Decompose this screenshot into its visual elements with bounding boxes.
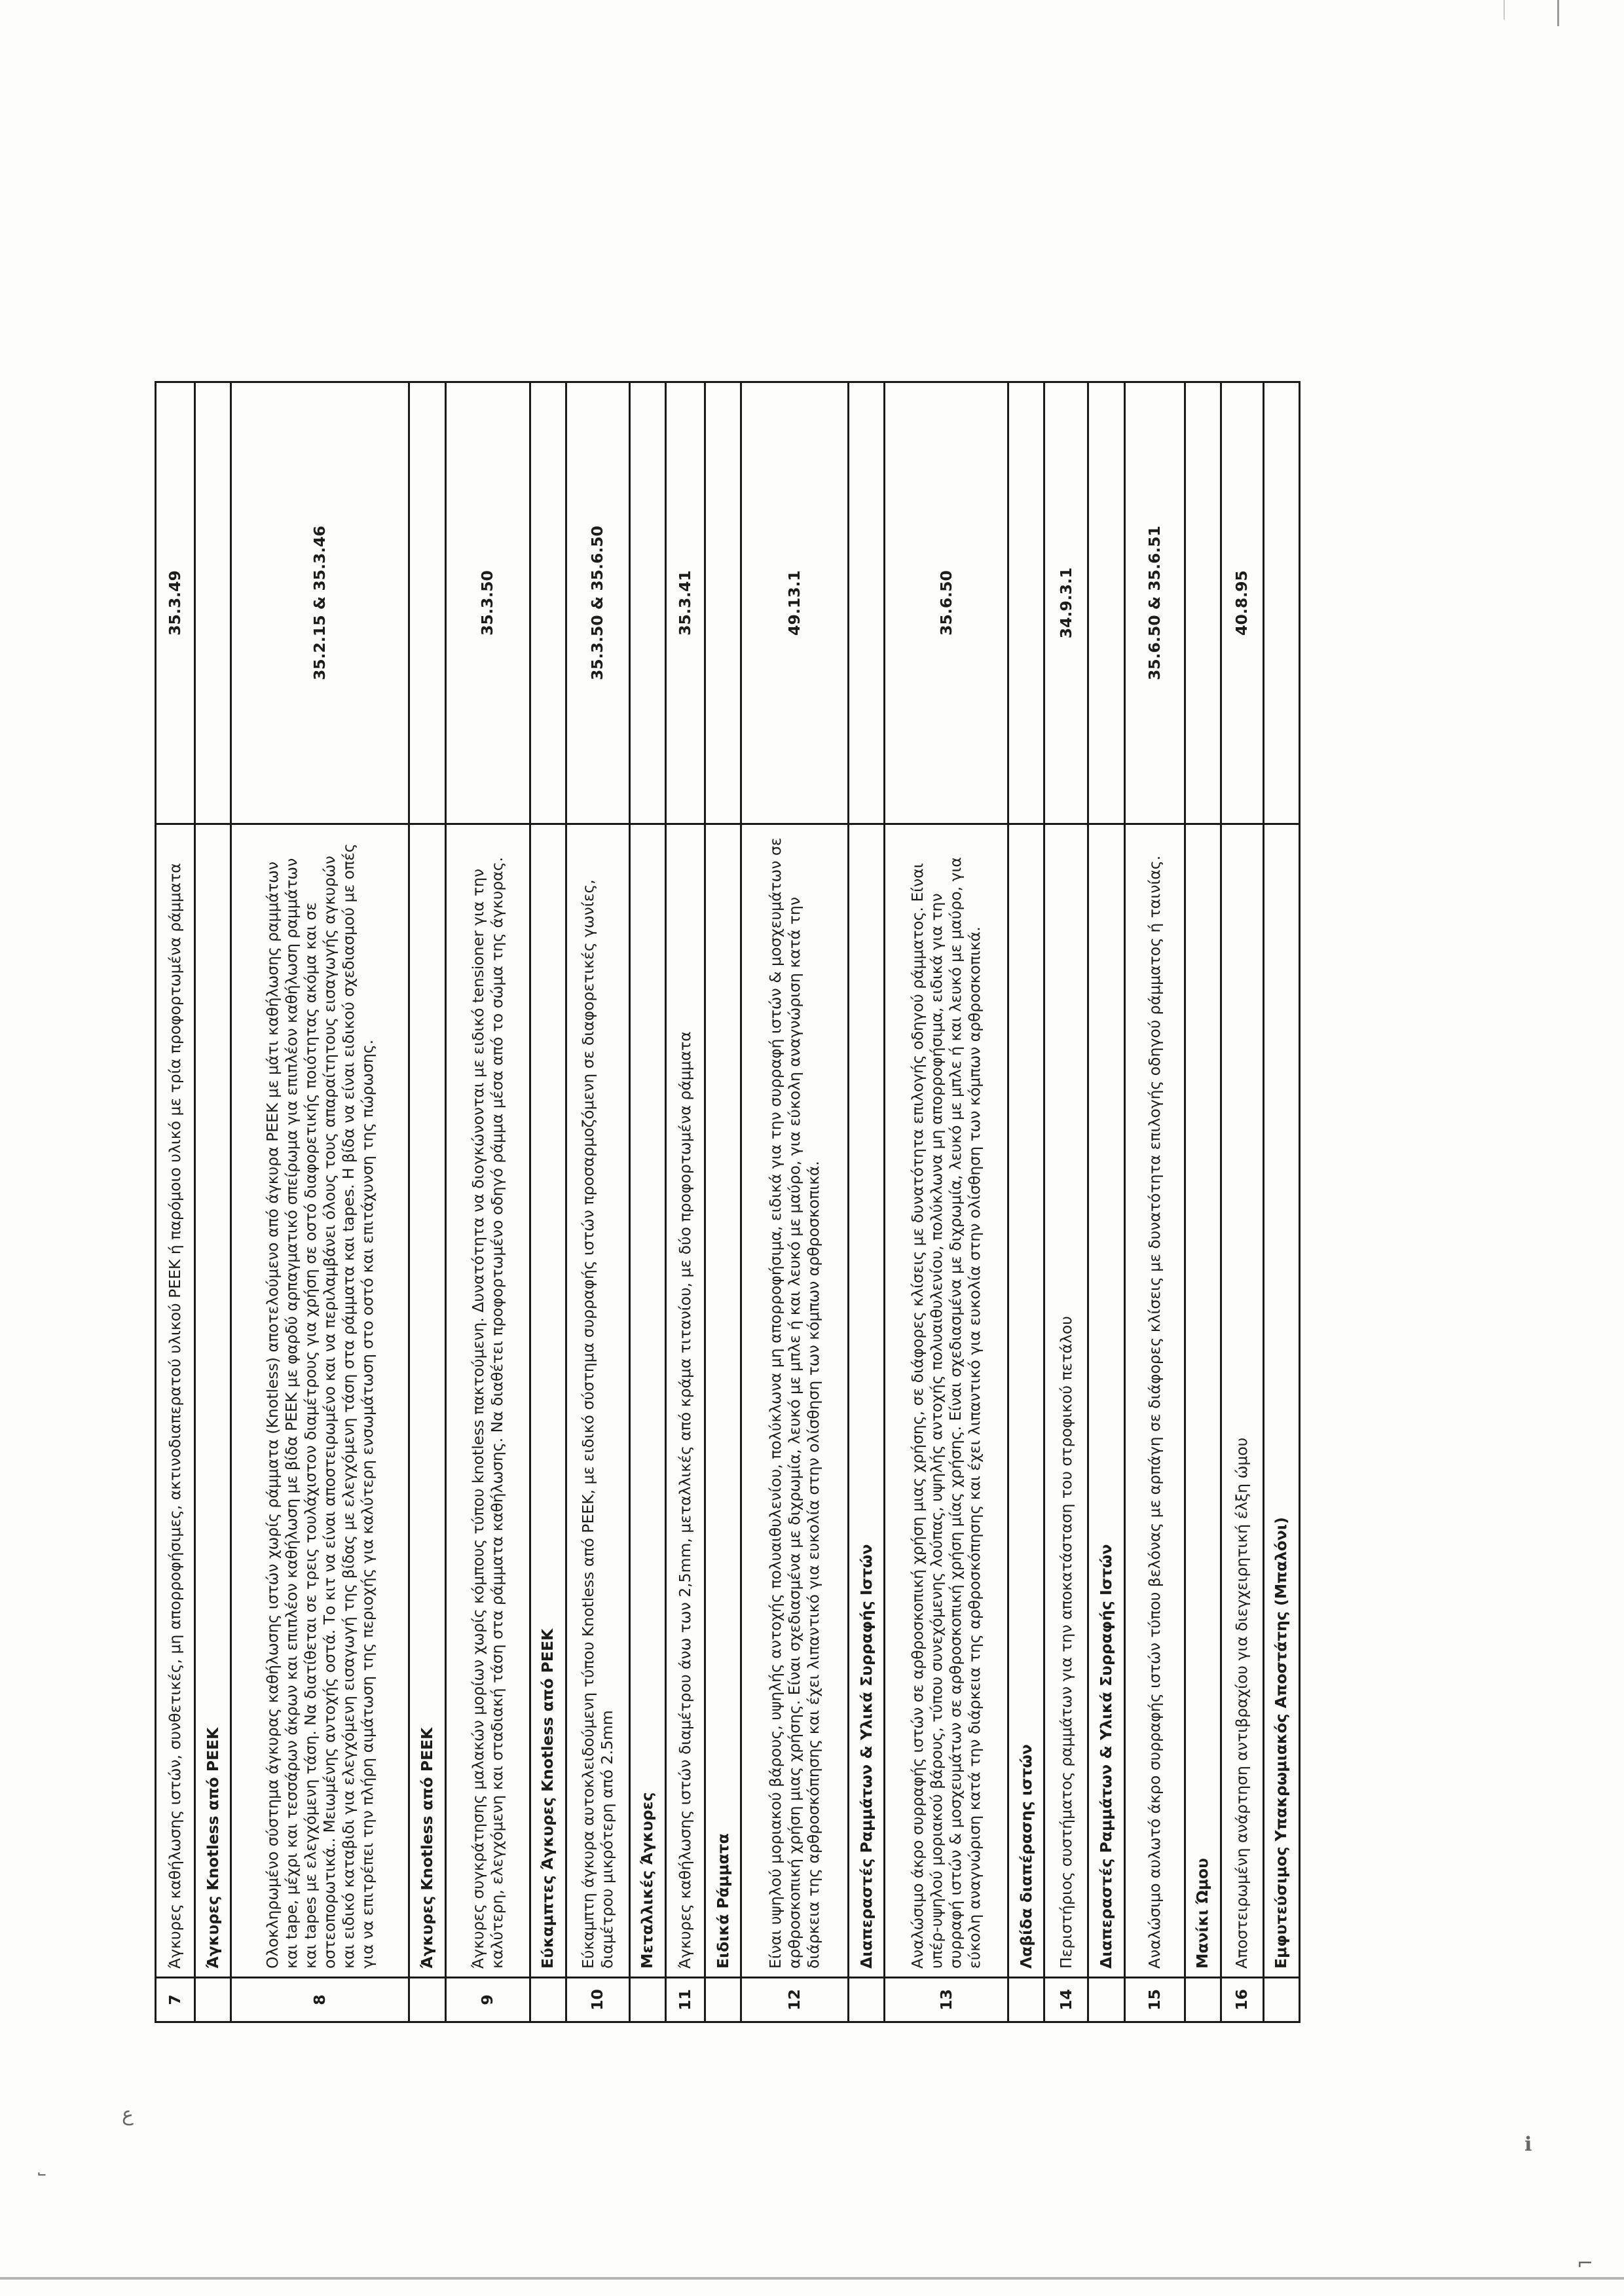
item-code: 35.2.15 & 35.3.46 (231, 382, 409, 824)
item-code: 35.3.50 & 35.6.50 (566, 382, 629, 824)
section-header: Ειδικά Ράμματα (705, 824, 741, 1978)
specification-table (155, 381, 1301, 2023)
section-header-row (409, 382, 445, 2022)
item-description: Άγκυρες καθήλωσης ιστών διαμέτρου άνω των 2,5mm, μεταλλικές από κράμα τιτανίου, με δύο προφορτωμένα ράμματα (665, 824, 705, 1978)
item-description: Αναλώσιμο άκρο συρραφής ιστών σε αρθροσκοπική χρήση μιας χρήσης, σε διάφορες κλίσεις με δυνατότητα επιλογής οδηγού ράμματος. Είναι υπέρ-υψηλού μοριακού βάρους, τύπου συνεχόμενης λούπας, υψηλής αντοχής πολυαιθυλενίου, πολύκλωνα μη απορροφήσιμα, ειδικά για την συρραφή ιστών & μοσχευμάτων σε αρθροσκοπική χρήση μίας χρήσης. Είναι σχεδιασμένα με διχρωμία, λευκό με μπλε ή και λευκό με μαύρο, για εύκολη αναγνώριση κατά την διάρκεια της αρθροσκόπησης και έχει λιπαντικό για ευκολία στην ολίσθηση των κόμπων αρθροσκοπικά. (885, 824, 1008, 1978)
item-number: 16 (1221, 1978, 1264, 2022)
item-description: Περιστήριος συστήματος ραμμάτων για την αποκατάσταση του στροφικού πετάλου (1044, 824, 1088, 1978)
section-header-row (629, 382, 665, 2022)
scan-speck: ˾ (38, 2154, 46, 2177)
item-row (566, 382, 629, 2022)
item-code: 34.9.3.1 (1044, 382, 1088, 824)
code-cell (1088, 382, 1124, 824)
item-description: Είναι υψηλού μοριακού βάρους, υψηλής αντοχής πολυαιθυλενίου, πολύκλωνα μη απορροφήσιμα, ειδικά για την συρραφή ιστών & μοσχευμάτων σε αρθροσκοπική χρήση μιας χρήσης. Είναι σχεδιασμένα με διχρωμία, λευκό με μπλε ή και λευκό με μαύρο, για εύκολη αναγνώριση κατά την διάρκεια της αρθροσκόπησης και έχει λιπαντικό για ευκολία στην ολίσθηση των κόμπων αρθροσκοπικά. (741, 824, 849, 1978)
section-header-row (1088, 382, 1124, 2022)
scan-speck: ℹ (1524, 2133, 1532, 2156)
section-header: Εμφυτεύσιμος Υπακρωμιακός Αποστάτης (Μπαλόνι) (1263, 824, 1299, 1978)
item-row (885, 382, 1008, 2022)
section-header: Εύκαμπτες Άγκυρες Knotless από PEEK (530, 824, 566, 1978)
code-cell (409, 382, 445, 824)
row-number-cell (530, 1978, 566, 2022)
item-number: 14 (1044, 1978, 1088, 2022)
code-cell (705, 382, 741, 824)
item-row (156, 382, 195, 2022)
section-header: Μεταλλικές Άγκυρες (629, 824, 665, 1978)
code-cell (194, 382, 231, 824)
item-description: Αναλώσιμο αυλωτό άκρο συρραφής ιστών τύπου βελόνας με αρπάγη σε διάφορες κλίσεις με δυνατότητα επιλογής οδηγού ράμματος ή ταινίας. (1124, 824, 1185, 1978)
row-number-cell (1263, 1978, 1299, 2022)
item-description: Εύκαμπτη άγκυρα αυτοκλειδούμενη τύπου Knotless από PEEK, με ειδικό σύστημα συρραφής ιστών προσαρμοζόμενη σε διαφορετικές γωνίες, διαμέτρου μικρότερη από 2.5mm (566, 824, 629, 1978)
item-description: Ολοκληρωμένο σύστημα άγκυρας καθήλωσης ιστών χωρίς ράμματα (Knotless) αποτελούμενο από άγκυρα PEEK με μάτι καθήλωσης ραμμάτων και tape, μέχρι και τεσσάρων άκρων και επιπλέον καθήλωση με βίδα PEEK με φαρδύ αρπαγματικό σπείρωμα για επιπλέον καθήλωση ραμμάτων και tapes με ελεγχόμενη τάση. Να διατίθεται σε τρεις τουλάχιστον διαμέτρους για χρήση σε οστό διαφορετικής ποιότητας ακόμα και σε οστεοπορωτικά.. Μειωμένης αντοχής οστά. Το κιτ να είναι αποστειρωμένο και να περιλαμβάνει όλους τους απαραίτητους εισαγωγής αγκυρών και ειδικό καταβιδι για ελεγχόμενη εισαγωγή της βίδας με ελεγχόμενη τάση στα ράμματα και tapes. Η βίδα να είναι ειδικού σχεδιασμού με οπές για να επιτρέπει την πλήρη αιμάτωση της περιοχής για καλύτερη ενσωμάτωση στο οστό και επιτάχυνση της πώρωσης. (231, 824, 409, 1978)
item-code: 35.6.50 & 35.6.51 (1124, 382, 1185, 824)
row-number-cell (1008, 1978, 1044, 2022)
specification-table-rotated (155, 383, 1301, 2023)
scan-edge-mark (1557, 0, 1559, 26)
item-code: 35.3.41 (665, 382, 705, 824)
item-number: 8 (231, 1978, 409, 2022)
item-number: 15 (1124, 1978, 1185, 2022)
item-row (1044, 382, 1088, 2022)
section-header-row (848, 382, 884, 2022)
code-cell (1185, 382, 1221, 824)
row-number-cell (194, 1978, 231, 2022)
code-cell (530, 382, 566, 824)
item-row (741, 382, 849, 2022)
row-number-cell (848, 1978, 884, 2022)
item-number: 7 (156, 1978, 195, 2022)
code-cell (629, 382, 665, 824)
item-row (445, 382, 530, 2022)
scan-bottom-edge (0, 2277, 1624, 2280)
code-cell (848, 382, 884, 824)
section-header-row (1263, 382, 1299, 2022)
scan-edge-mark (1504, 0, 1505, 20)
scan-speck: ⌐ (1577, 2252, 1594, 2275)
row-number-cell (1185, 1978, 1221, 2022)
item-description: Άγκυρες συγκράτησης μαλακών μορίων χωρίς κόμπους τύπου knotless πακτούμενη. Δυνατότητα να διογκώνονται με ειδικό tensioner για την καλύτερη, ελεγχόμενη και σταδιακή τάση στα ράμματα καθήλωσης. Να διαθέτει προφορτωμένο οδηγό ράμμα μέσα από το σώμα της άγκυρας. (445, 824, 530, 1978)
section-header: Μανίκι Ώμου (1185, 824, 1221, 1978)
item-description: Άγκυρες καθήλωσης ιστών, συνθετικές, μη απορροφήσιμες, ακτινοδιαπερατού υλικού PEEK ή παρόμοιο υλικό με τρία προφορτωμένα ράμματα (156, 824, 195, 1978)
item-number: 10 (566, 1978, 629, 2022)
item-code: 35.3.50 (445, 382, 530, 824)
section-header-row (194, 382, 231, 2022)
item-number: 13 (885, 1978, 1008, 2022)
item-row (665, 382, 705, 2022)
item-row (1124, 382, 1185, 2022)
code-cell (1008, 382, 1044, 824)
section-header: Άγκυρες Knotless από PEEK (409, 824, 445, 1978)
item-code: 35.6.50 (885, 382, 1008, 824)
item-code: 40.8.95 (1221, 382, 1264, 824)
row-number-cell (629, 1978, 665, 2022)
row-number-cell (409, 1978, 445, 2022)
item-code: 49.13.1 (741, 382, 849, 824)
item-description: Αποστειρωμένη ανάρτηση αντιβραχίου για διεγχειρητική έλξη ώμου (1221, 824, 1264, 1978)
item-row (1221, 382, 1264, 2022)
item-number: 9 (445, 1978, 530, 2022)
section-header: Διαπεραστές Ραμμάτων & Υλικά Συρραφής Ιστών (848, 824, 884, 1978)
section-header: Άγκυρες Knotless από PEEK (194, 824, 231, 1978)
section-header-row (705, 382, 741, 2022)
section-header-row (530, 382, 566, 2022)
section-header: Διαπεραστές Ραμμάτων & Υλικά Συρραφής Ιστών (1088, 824, 1124, 1978)
item-row (231, 382, 409, 2022)
item-number: 11 (665, 1978, 705, 2022)
code-cell (1263, 382, 1299, 824)
item-number: 12 (741, 1978, 849, 2022)
section-header-row (1185, 382, 1221, 2022)
item-code: 35.3.49 (156, 382, 195, 824)
section-header-row (1008, 382, 1044, 2022)
row-number-cell (1088, 1978, 1124, 2022)
scan-speck: ع (122, 2103, 134, 2126)
row-number-cell (705, 1978, 741, 2022)
section-header: Λαβίδα διαπέρασης ιστών (1008, 824, 1044, 1978)
